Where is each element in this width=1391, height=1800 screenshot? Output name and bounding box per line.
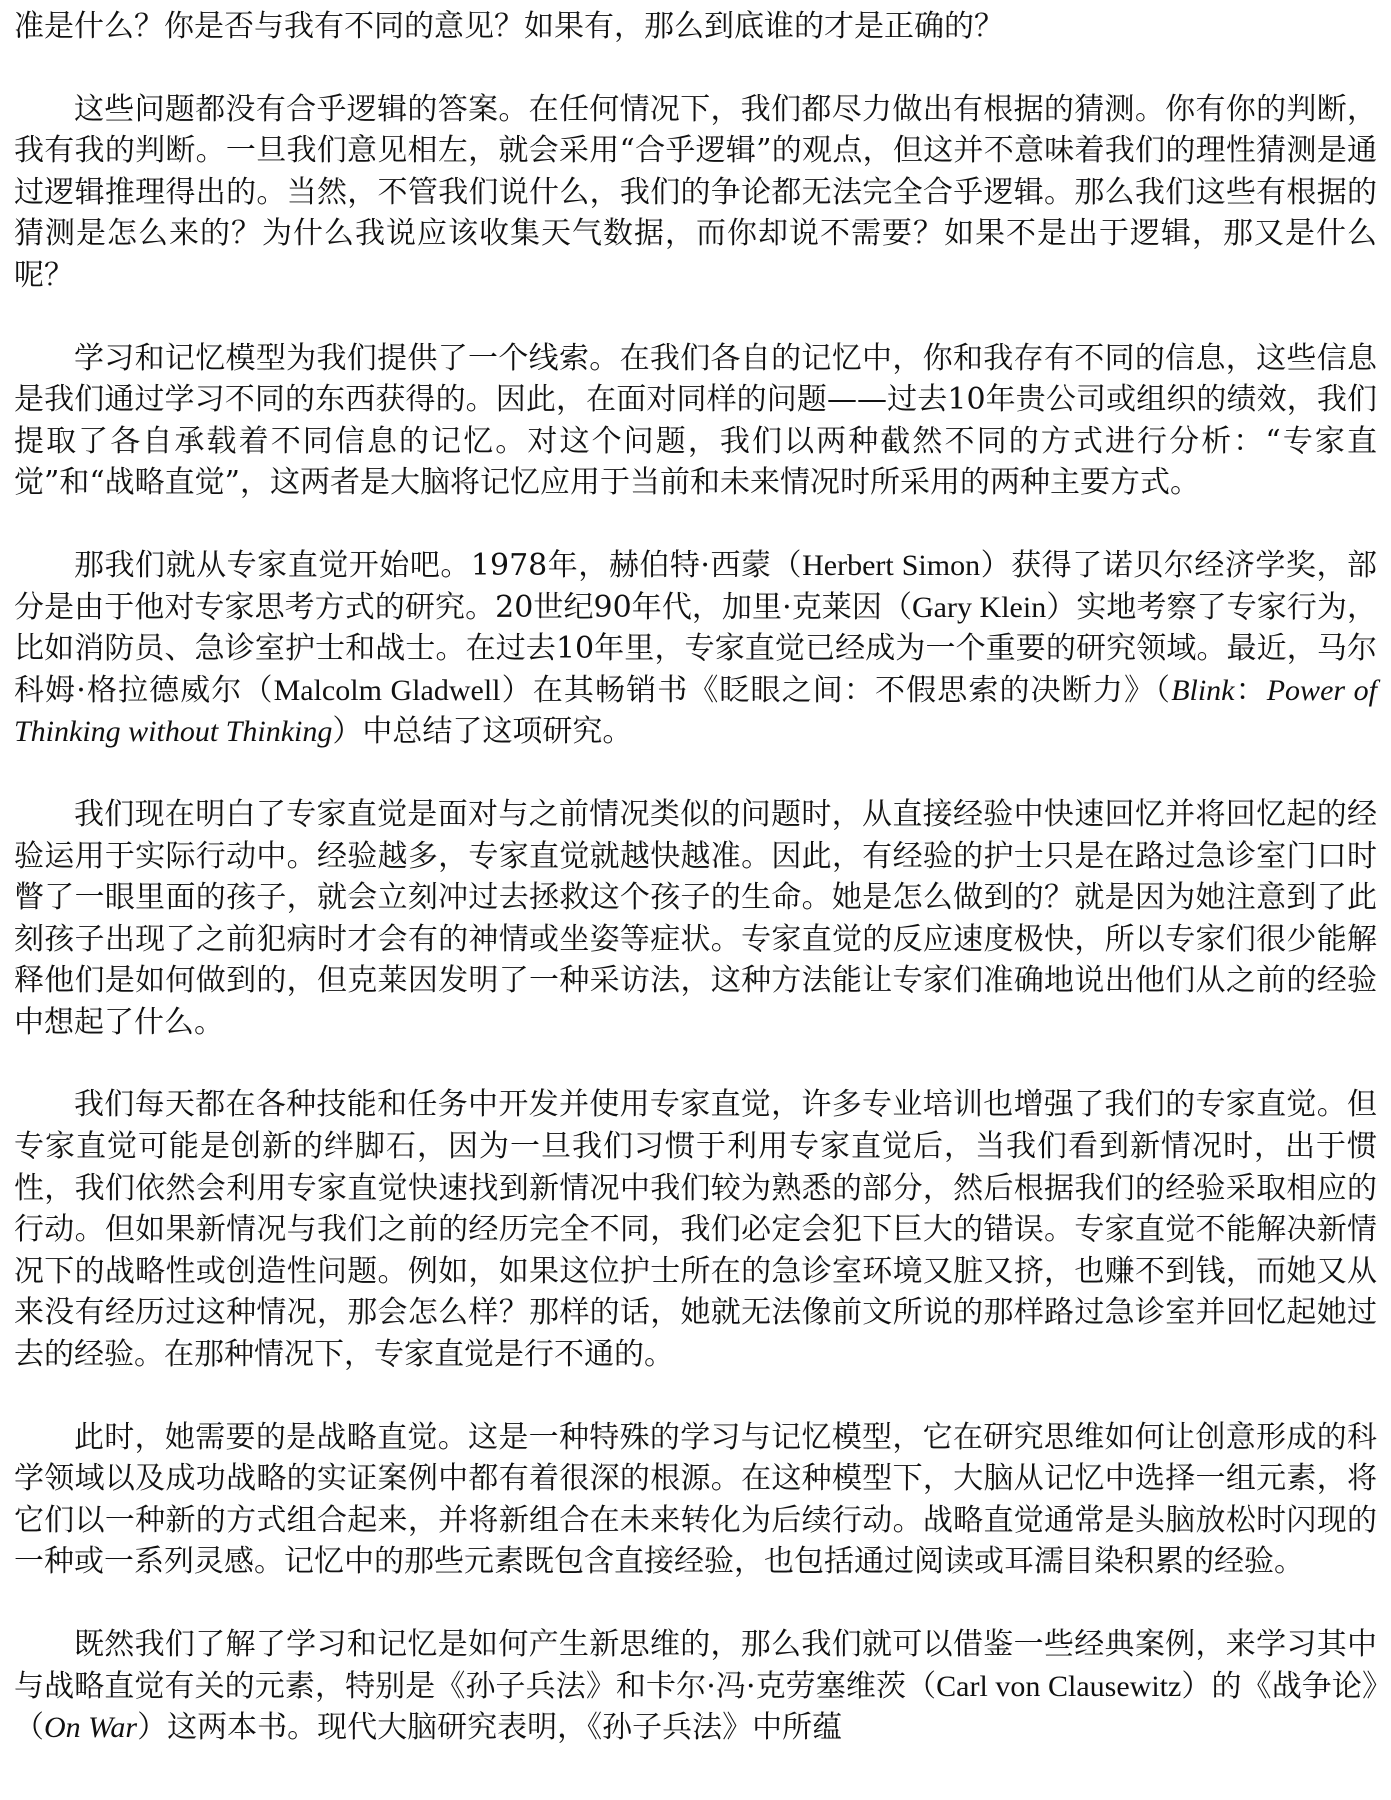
body-text: ）获得了诺贝尔经济学奖，部分是由于他对专家思考方式的研究。20世纪90年代，加里·克莱因（ xyxy=(14,547,1377,625)
paragraph-8 xyxy=(14,1624,1377,1749)
body-text: ）实地考察了专家行为，比如消防员、急诊室护士和战士。在过去10年里，专家直觉已经成为一个重要的研究领域。最近，马尔科姆·格拉德威尔（ xyxy=(14,589,1378,708)
english-name-text: Malcolm Gladwell xyxy=(273,673,501,707)
body-text: ）这两本书。现代大脑研究表明，《孙子兵法》中所蕴 xyxy=(137,1710,843,1746)
body-text: ）的《战争论》（ xyxy=(14,1668,1378,1746)
body-text: ： xyxy=(1234,672,1267,708)
body-text: 既然我们了解了学习和记忆是如何产生新思维的，那么我们就可以借鉴一些经典案例，来学习其中与战略直觉有关的元素，特别是《孙子兵法》和卡尔·冯·克劳塞维茨（ xyxy=(14,1627,1377,1704)
italic-title-text: Blink xyxy=(1171,673,1235,707)
english-name-text: Carl von Clausewitz xyxy=(936,1669,1182,1703)
body-text: 我们现在明白了专家直觉是面对与之前情况类似的问题时，从直接经验中快速回忆并将回忆起的经验运用于实际行动中。经验越多，专家直觉就越快越准。因此，有经验的护士只是在路过急诊室门口时瞥了一眼里面的孩子，就会立刻冲过去拯救这个孩子的生命。她是怎么做到的？就是因为她注意到了此刻孩子出现了之前犯病时才会有的神情或坐姿等症状。专家直觉的反应速度极快，所以专家们很少能解释他们是如何做到的，但克莱因发明了一种采访法，这种方法能让专家们准确地说出他们从之前的经验中想起了什么。 xyxy=(14,796,1377,1040)
english-name-text: Gary Klein xyxy=(912,590,1047,624)
body-text: 学习和记忆模型为我们提供了一个线索。在我们各自的记忆中，你和我存有不同的信息，这些信息是我们通过学习不同的东西获得的。因此，在面对同样的问题——过去10年贵公司或组织的绩效，我们提取了各自承载着不同信息的记忆。对这个问题，我们以两种截然不同的方式进行分析：“专家直觉”和“战略直觉”，这两者是大脑将记忆应用于当前和未来情况时所采用的两种主要方式。 xyxy=(14,340,1377,501)
paragraph-4 xyxy=(14,545,1377,753)
body-text: ）在其畅销书《眨眼之间：不假思索的决断力》（ xyxy=(500,672,1172,708)
paragraph-2 xyxy=(14,89,1377,297)
paragraph-6 xyxy=(14,1084,1377,1375)
body-text: ）中总结了这项研究。 xyxy=(332,714,633,750)
paragraph-7 xyxy=(14,1417,1377,1583)
body-text: 我们每天都在各种技能和任务中开发并使用专家直觉，许多专业培训也增强了我们的专家直觉。但专家直觉可能是创新的绊脚石，因为一旦我们习惯于利用专家直觉后，当我们看到新情况时，出于惯性，我们依然会利用专家直觉快速找到新情况中我们较为熟悉的部分，然后根据我们的经验采取相应的行动。但如果新情况与我们之前的经历完全不同，我们必定会犯下巨大的错误。专家直觉不能解决新情况下的战略性或创造性问题。例如，如果这位护士所在的急诊室环境又脏又挤，也赚不到钱，而她又从来没有经历过这种情况，那会怎么样？那样的话，她就无法像前文所说的那样路过急诊室并回忆起她过去的经验。在那种情况下，专家直觉是行不通的。 xyxy=(14,1087,1377,1373)
document-page xyxy=(14,6,1377,1749)
body-text: 这些问题都没有合乎逻辑的答案。在任何情况下，我们都尽力做出有根据的猜测。你有你的判断，我有我的判断。一旦我们意见相左，就会采用“合乎逻辑”的观点，但这并不意味着我们的理性猜测是通过逻辑推理得出的。当然，不管我们说什么，我们的争论都无法完全合乎逻辑。那么我们这些有根据的猜测是怎么来的？为什么我说应该收集天气数据，而你却说不需要？如果不是出于逻辑，那又是什么呢？ xyxy=(14,91,1377,293)
body-text: 那我们就从专家直觉开始吧。1978年，赫伯特·西蒙（ xyxy=(74,547,803,583)
italic-title-text: Power of Thinking without Thinking xyxy=(14,673,1378,749)
paragraph-5 xyxy=(14,794,1377,1044)
italic-title-text: On War xyxy=(44,1711,138,1745)
paragraph-1 xyxy=(14,6,1377,48)
body-text: 此时，她需要的是战略直觉。这是一种特殊的学习与记忆模型，它在研究思维如何让创意形成的科学领域以及成功战略的实证案例中都有着很深的根源。在这种模型下，大脑从记忆中选择一组元素，将它们以一种新的方式组合起来，并将新组合在未来转化为后续行动。战略直觉通常是头脑放松时闪现的一种或一系列灵感。记忆中的那些元素既包含直接经验，也包括通过阅读或耳濡目染积累的经验。 xyxy=(14,1419,1377,1580)
paragraph-3 xyxy=(14,338,1377,504)
body-text: 准是什么？你是否与我有不同的意见？如果有，那么到底谁的才是正确的？ xyxy=(14,9,1004,44)
english-name-text: Herbert Simon xyxy=(802,548,981,582)
